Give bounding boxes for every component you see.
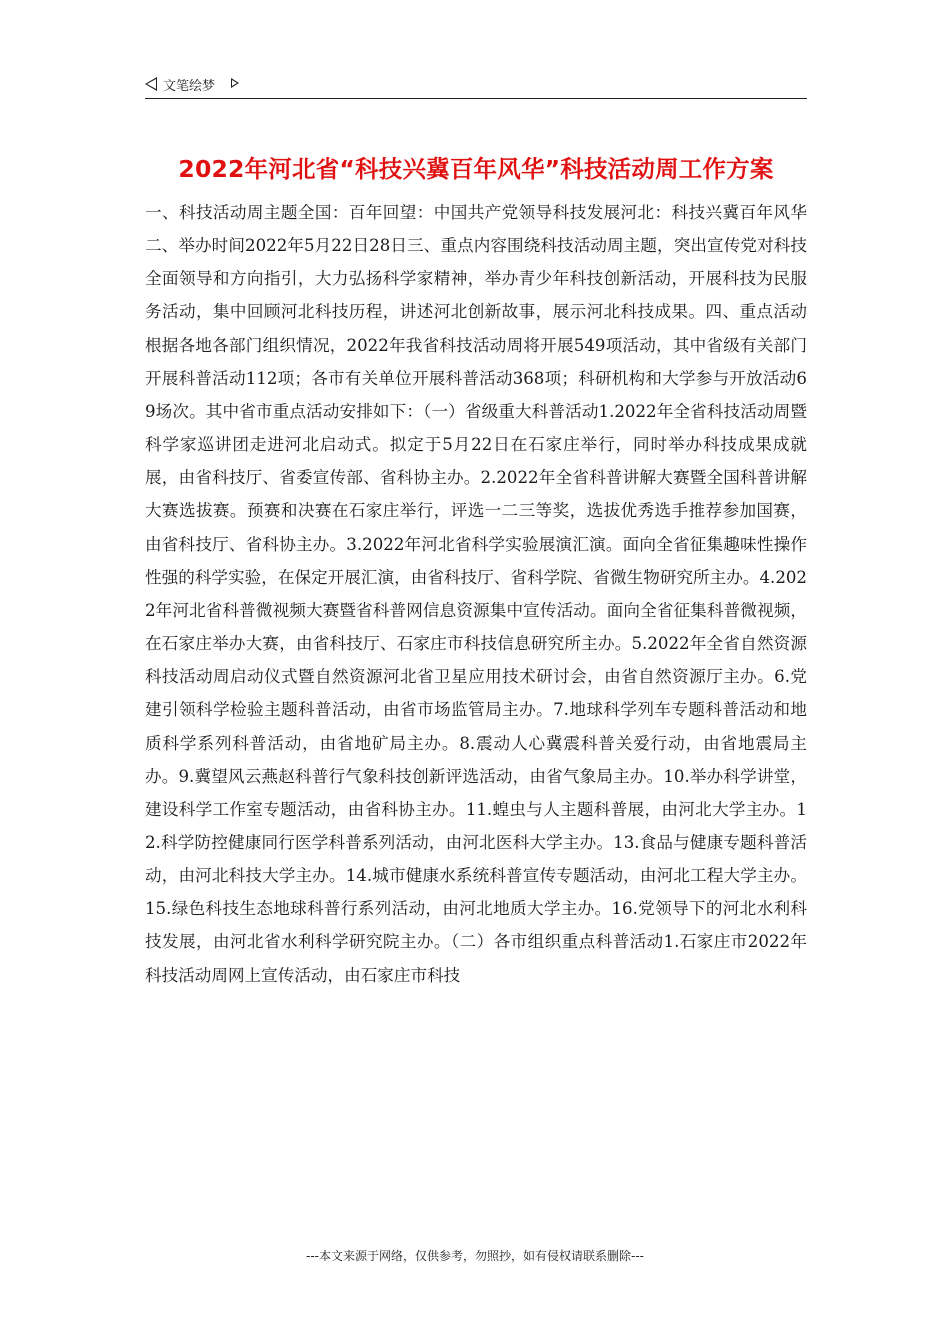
page-header — [145, 74, 807, 99]
triangle-right-icon — [231, 78, 239, 88]
document-title: 2022年河北省“科技兴冀百年风华”科技活动周工作方案 — [178, 155, 774, 183]
footer-disclaimer: ---本文来源于网络，仅供参考，勿照抄，如有侵权请联系删除--- — [306, 1249, 644, 1263]
document-body: 一、科技活动周主题全国：百年回望：中国共产党领导科技发展河北：科技兴冀百年风华二、举办时间2022年5月22日28日三、重点内容围绕科技活动周主题，突出宣传党对科技全面领导和方向指引，大力弘扬科学家精神，举办青少年科技创新活动，开展科技为民服务活动，集中回顾河北科技历程，讲述河北创新故事，展示河北科技成果。四、重点活动根据各地各部门组织情况，2022年我省科技活动周将开展549项活动，其中省级有关部门开展科普活动112项；各市有关单位开展科普活动368项；科研机构和大学参与开放活动69场次。其中省市重点活动安排如下：（一）省级重大科普活动1.2022年全省科技活动周暨科学家巡讲团走进河北启动式。拟定于5月22日在石家庄举行，同时举办科技成果成就展，由省科技厅、省委宣传部、省科协主办。2.2022年全省科普讲解大赛暨全国科普讲解大赛选拔赛。预赛和决赛在石家庄举行，评选一二三等奖，选拔优秀选手推荐参加国赛，由省科技厅、省科协主办。3.2022年河北省科学实验展演汇演。面向全省征集趣味性操作性强的科学实验，在保定开展汇演，由省科技厅、省科学院、省微生物研究所主办。4.2022年河北省科普微视频大赛暨省科普网信息资源集中宣传活动。面向全省征集科普微视频，在石家庄举办大赛，由省科技厅、石家庄市科技信息研究所主办。5.2022年全省自然资源科技活动周启动仪式暨自然资源河北省卫星应用技术研讨会，由省自然资源厅主办。6.党建引领科学检验主题科普活动，由省市场监管局主办。7.地球科学列车专题科普活动和地质科学系列科普活动，由省地矿局主办。8.震动人心冀震科普关爱行动，由省地震局主办。9.冀望风云燕赵科普行气象科技创新评选活动，由省气象局主办。10.举办科学讲堂，建设科学工作室专题活动，由省科协主办。11.蝗虫与人主题科普展，由河北大学主办。12.科学防控健康同行医学科普系列活动，由河北医科大学主办。13.食品与健康专题科普活动，由河北科技大学主办。14.城市健康水系统科普宣传专题活动，由河北工程大学主办。15.绿色科技生态地球科普行系列活动，由河北地质大学主办。16.党领导下的河北水利科技发展，由河北省水利科学研究院主办。（二）各市组织重点科普活动1.石家庄市2022年科技活动周网上宣传活动，由石家庄市科技 — [145, 203, 807, 985]
brand-name: 文笔绘梦 — [163, 79, 216, 94]
triangle-left-icon — [145, 77, 157, 91]
